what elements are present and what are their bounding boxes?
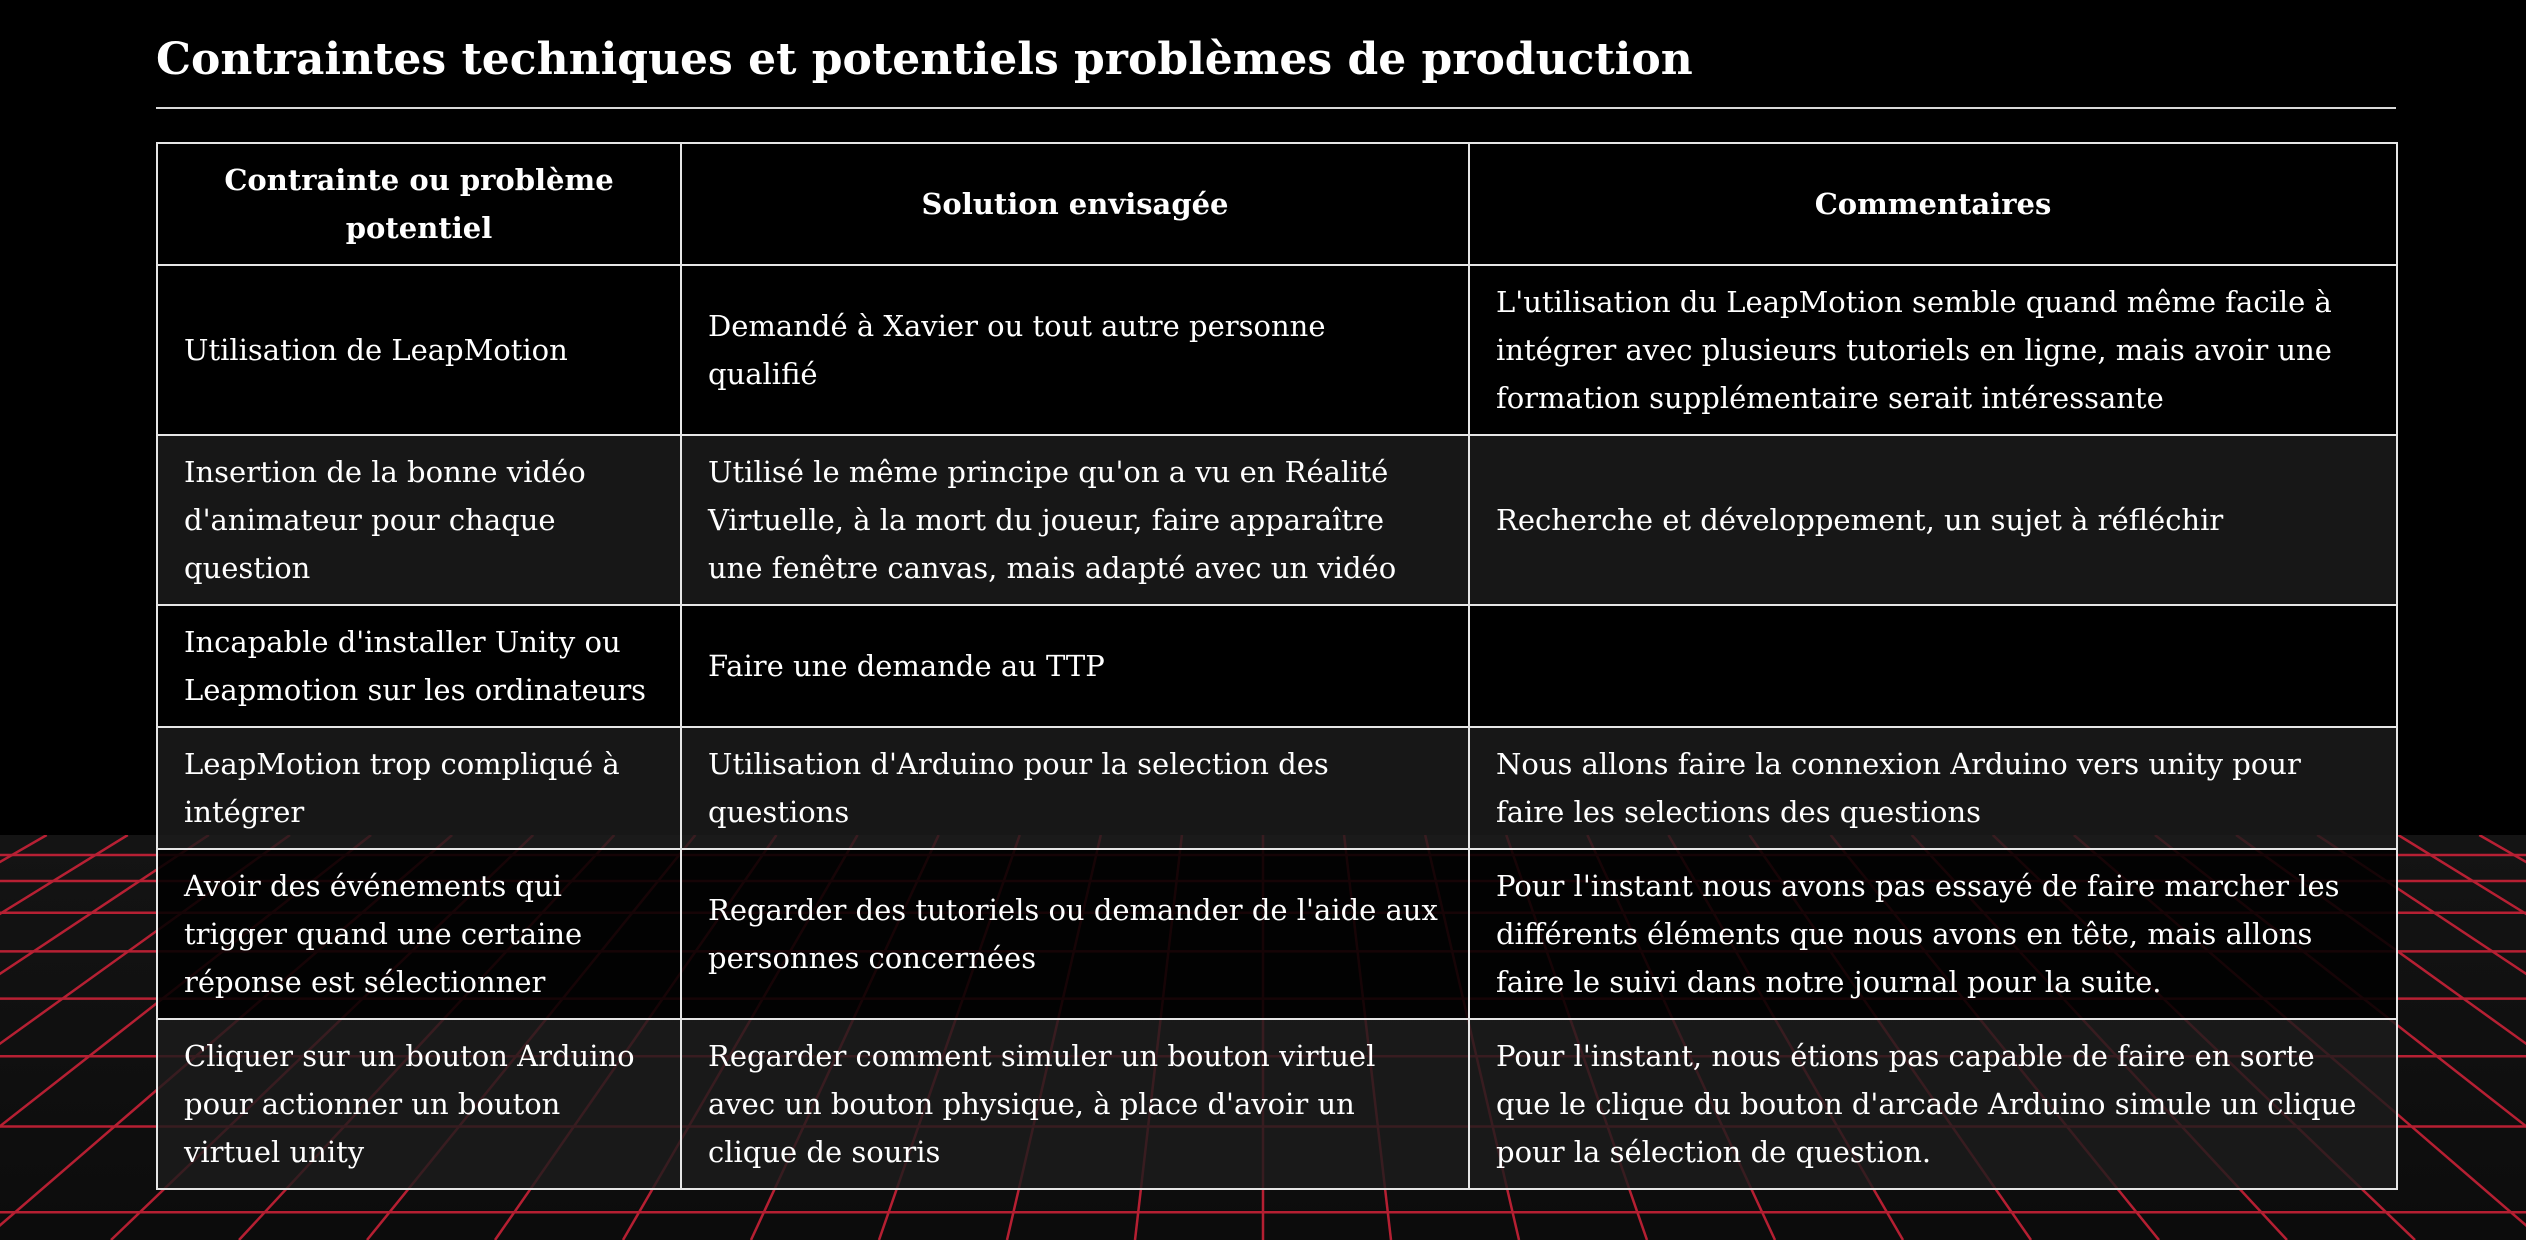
table-header-row [157,143,2397,265]
table-row [157,849,2397,1019]
cell-solution: Regarder des tutoriels ou demander de l'aide aux personnes concernées [681,849,1469,1019]
cell-problem: Incapable d'installer Unity ou Leapmotion sur les ordinateurs [157,605,681,727]
table-row [157,265,2397,435]
header-problem: Contrainte ou problème potentiel [157,143,681,265]
cell-comment: Pour l'instant nous avons pas essayé de faire marcher les différents éléments que nous avons en tête, mais allons faire le suivi dans notre journal pour la suite. [1469,849,2397,1019]
header-solution: Solution envisagée [681,143,1469,265]
cell-solution: Demandé à Xavier ou tout autre personne qualifié [681,265,1469,435]
cell-solution: Utilisation d'Arduino pour la selection des questions [681,727,1469,849]
cell-problem: Avoir des événements qui trigger quand une certaine réponse est sélectionner [157,849,681,1019]
cell-comment [1469,605,2397,727]
cell-problem: LeapMotion trop compliqué à intégrer [157,727,681,849]
table-row [157,435,2397,605]
cell-problem: Utilisation de LeapMotion [157,265,681,435]
cell-problem: Insertion de la bonne vidéo d'animateur pour chaque question [157,435,681,605]
cell-comment: Pour l'instant, nous étions pas capable de faire en sorte que le clique du bouton d'arcade Arduino simule un clique pour la sélection de question. [1469,1019,2397,1189]
cell-solution: Regarder comment simuler un bouton virtuel avec un bouton physique, à place d'avoir un clique de souris [681,1019,1469,1189]
cell-comment: Nous allons faire la connexion Arduino vers unity pour faire les selections des questions [1469,727,2397,849]
cell-comment: Recherche et développement, un sujet à réfléchir [1469,435,2397,605]
table-row [157,727,2397,849]
header-comments: Commentaires [1469,143,2397,265]
table-row [157,605,2397,727]
cell-comment: L'utilisation du LeapMotion semble quand même facile à intégrer avec plusieurs tutoriels en ligne, mais avoir une formation supplémentaire serait intéressante [1469,265,2397,435]
constraints-table [156,142,2398,1190]
cell-solution: Faire une demande au TTP [681,605,1469,727]
cell-problem: Cliquer sur un bouton Arduino pour actionner un bouton virtuel unity [157,1019,681,1189]
cell-solution: Utilisé le même principe qu'on a vu en Réalité Virtuelle, à la mort du joueur, faire apparaître une fenêtre canvas, mais adapté avec un vidéo [681,435,1469,605]
table-row [157,1019,2397,1189]
title-divider [156,107,2396,109]
page-title: Contraintes techniques et potentiels problèmes de production [156,34,1693,85]
